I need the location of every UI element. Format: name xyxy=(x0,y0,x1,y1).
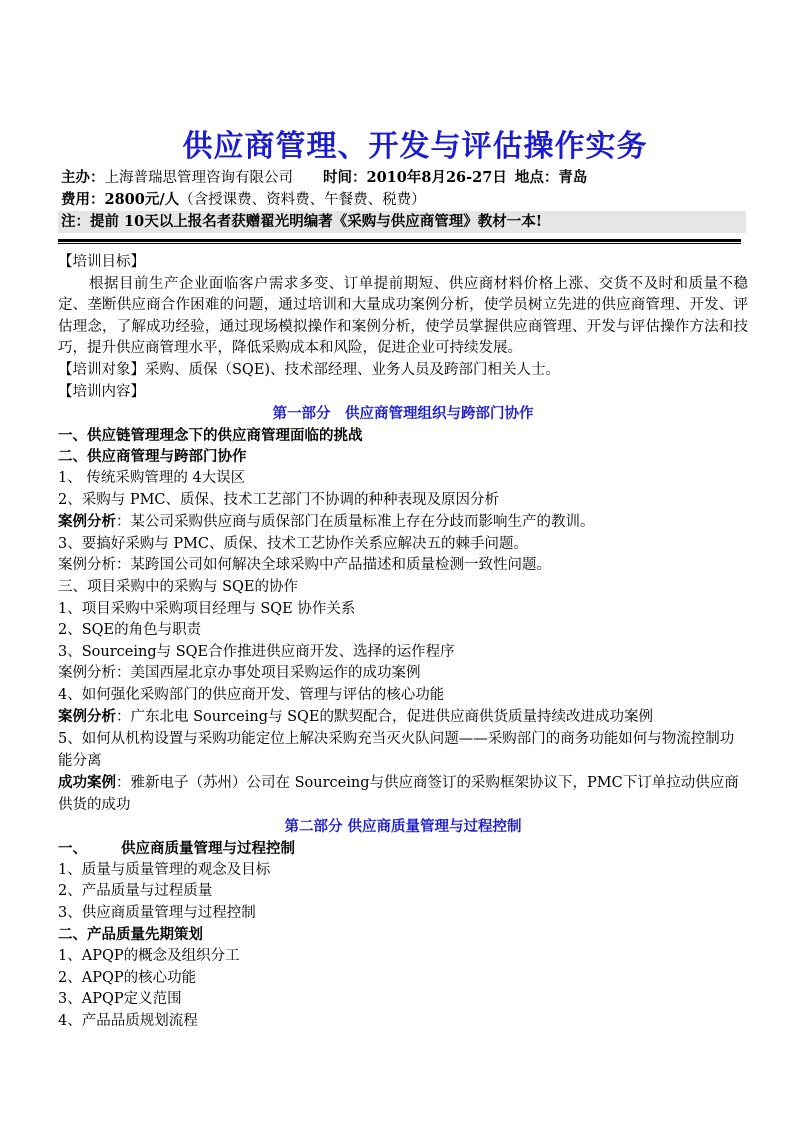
part2-title: 第二部分 供应商质量管理与过程控制 xyxy=(284,818,522,836)
part2-item-1: 1、质量与质量管理的观念及目标 xyxy=(58,861,271,878)
case-text: ：某公司采购供应商与质保部门在质量标准上存在分歧而影响生产的教训。 xyxy=(116,514,595,531)
part1-heading-1: 一、供应链管理理念下的供应商管理面临的挑战 xyxy=(58,426,363,444)
success-text: ：雅新电子（苏州）公司在 Sourceing与供应商签订的采购框架协议下，PMC下订单拉动供应商供货的成功 xyxy=(58,775,739,813)
part2-item-2: 2、产品质量与过程质量 xyxy=(58,883,213,900)
part1-item-1: 1、 传统采购管理的 4大误区 xyxy=(58,469,246,486)
part1-heading-3: 三、项目采购中的采购与 SQE的协作 xyxy=(58,578,299,595)
part1-item-3: 3、要搞好采购与 PMC、质保、技术工艺协作关系应解决五的棘手问题。 xyxy=(58,535,529,552)
part1-success-case xyxy=(58,772,748,816)
goal-text: 根据目前生产企业面临客户需求多变、订单提前期短、供应商材料价格上涨、交货不及时和质量不稳定、垄断供应商合作困难的问题，通过培训和大量成功案例分析，使学员树立先进的供应商管理、开发、评估理念，了解成功经验，通过现场模拟操作和案例分析，使学员掌握供应商管理、开发与评估操作方法和技巧，提升供应商管理水平，降低采购成本和风险，促进企业可持续发展。 xyxy=(58,275,748,357)
part1-case-2: 案例分析：某跨国公司如何解决全球采购中产品描述和质量检测一致性问题。 xyxy=(58,557,551,574)
part2-item-6: 3、APQP定义范围 xyxy=(58,991,182,1008)
part2-item-3: 3、供应商质量管理与过程控制 xyxy=(58,904,256,921)
fee-value: 2800元/人 xyxy=(104,191,180,208)
heading-text: 供应商质量管理与过程控制 xyxy=(121,840,295,858)
document-title: 供应商管理、开发与评估操作实务 xyxy=(182,129,648,164)
organizer-value: 上海普瑞思管理咨询有限公司 xyxy=(104,170,293,186)
case-label: 案例分析 xyxy=(58,708,116,726)
divider-thin xyxy=(58,243,741,244)
audience-text: 采购、质保（SQE)、技术部经理、业务人员及跨部门相关人士。 xyxy=(145,361,561,378)
place-label: 地点： xyxy=(514,169,559,186)
part2-heading-1 xyxy=(58,838,748,860)
document-body xyxy=(58,252,748,1032)
part1-case-1 xyxy=(58,511,748,534)
part2-item-4: 1、APQP的概念及组织分工 xyxy=(58,948,240,964)
success-label: 成功案例 xyxy=(58,774,116,792)
part1-case-3: 案例分析：美国西屋北京办事处项目采购运作的成功案例 xyxy=(58,665,421,682)
fee-label: 费用： xyxy=(61,191,105,208)
part1-item-2: 2、采购与 PMC、质保、技术工艺部门不协调的种种表现及原因分析 xyxy=(58,491,500,508)
divider-thick xyxy=(58,239,741,242)
fee-line xyxy=(61,190,426,210)
part1-item-8: 5、如何从机构设置与采购功能定位上解决采购充当灭火队问题——采购部门的商务功能如何与物流控制功能分离 xyxy=(58,731,735,769)
part2-heading-2: 二、产品质量先期策划 xyxy=(58,926,203,944)
part1-title: 第一部分 供应商管理组织与跨部门协作 xyxy=(272,405,534,423)
part2-item-5: 2、APQP的核心功能 xyxy=(58,969,197,986)
part2-item-7: 4、产品品质规划流程 xyxy=(58,1012,198,1029)
place-value: 青岛 xyxy=(558,169,588,186)
part1-item-5: 2、SQE的角色与职责 xyxy=(58,622,202,639)
time-label: 时间： xyxy=(323,169,367,186)
part1-item-7: 4、如何强化采购部门的供应商开发、管理与评估的核心功能 xyxy=(58,686,445,703)
bonus-note: 注：提前 10天以上报名者获赠翟光明编著《采购与供应商管理》教材一本! xyxy=(58,211,746,233)
audience-heading: 【培训对象】 xyxy=(58,361,145,378)
part1-heading-2: 二、供应商管理与跨部门协作 xyxy=(58,448,247,466)
goal-heading: 【培训目标】 xyxy=(58,254,145,270)
part1-item-4: 1、项目采购中采购项目经理与 SQE 协作关系 xyxy=(58,600,356,617)
part1-item-6: 3、Sourceing与 SQE合作推进供应商开发、选择的运作程序 xyxy=(58,643,455,660)
part1-case-4 xyxy=(58,706,748,729)
organizer-line xyxy=(61,168,587,188)
content-heading: 【培训内容】 xyxy=(58,383,145,400)
case-text: ：广东北电 Sourceing与 SQE的默契配合，促进供应商供货质量持续改进成功案例 xyxy=(116,709,654,726)
case-label: 案例分析 xyxy=(58,513,116,531)
organizer-label: 主办： xyxy=(61,169,105,186)
time-value: 2010年8月26-27日 xyxy=(366,169,507,186)
audience-line xyxy=(58,360,748,382)
fee-note: （含授课费、资料费、午餐费、税费） xyxy=(179,192,426,208)
heading-number: 一、 xyxy=(58,840,87,858)
